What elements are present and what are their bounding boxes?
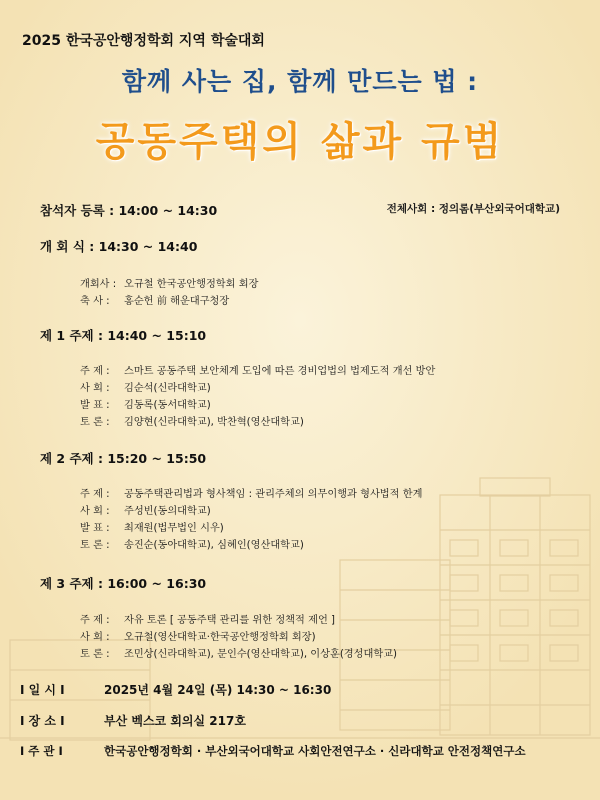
session-detail [80,645,397,660]
conference-name: 2025 한국공안행정학회 지역 학술대회 [22,33,265,49]
detail-key: 토 론 : [80,649,110,660]
detail-value: 스마트 공동주택 보안체계 도입에 따른 경비업법의 법제도적 개선 방안 [124,366,436,377]
footer-organizer [20,743,526,759]
detail-key: 축 사 : [80,296,110,307]
session-time: 14:40 ~ 15:10 [107,328,207,343]
detail-key: 토 론 : [80,417,110,428]
detail-key: 사 회 : [80,383,110,394]
detail-value: 홍순헌 前 해운대구청장 [124,296,230,307]
session-detail [80,611,335,626]
session-detail [80,536,304,551]
detail-key: 발 표 : [80,400,110,411]
detail-value: 오규철(영산대학교·한국공안행정학회 회장) [124,632,316,643]
session-detail [80,519,224,534]
session-detail [80,502,211,517]
session-3-row [40,574,206,592]
footer-venue [20,712,246,729]
session-detail [80,396,211,411]
session-time: 15:20 ~ 15:50 [107,451,207,466]
detail-value: 김양현(신라대학교), 박찬혁(영산대학교) [124,417,304,428]
detail-key: 주 제 : [80,489,110,500]
footer-label: I 주 관 I [20,744,63,758]
detail-key: 발 표 : [80,523,110,534]
detail-key: 주 제 : [80,366,110,377]
session-detail [80,628,316,643]
footer-value: 한국공안행정학회 · 부산외국어대학교 사회안전연구소 · 신라대학교 안전정책연구소 [104,744,526,758]
detail-key: 개회사 : [80,279,117,290]
detail-value: 자유 토론 [ 공동주택 관리를 위한 정책적 제언 ] [124,615,335,626]
footer-label: I 일 시 I [20,683,65,697]
detail-value: 김동록(동서대학교) [124,400,211,411]
detail-value: 김순석(신라대학교) [124,383,211,394]
session-detail [80,379,211,394]
opening-detail [80,275,258,290]
detail-key: 사 회 : [80,506,110,517]
session-detail [80,362,435,377]
session-detail [80,413,304,428]
detail-key: 토 론 : [80,540,110,551]
footer-label: I 장 소 I [20,714,65,728]
title-line-1: 함께 사는 집, 함께 만드는 법 : [121,67,479,96]
opening-time: 14:30 ~ 14:40 [98,239,198,254]
registration-label: 참석자 등록 : [40,203,115,218]
detail-value: 오규철 한국공안행정학회 회장 [124,279,259,290]
detail-value: 최재원(법무법인 시우) [124,523,224,534]
session-2-row [40,449,206,467]
opening-row [40,237,197,255]
session-label: 제 3 주제 : [40,576,103,591]
registration-row [40,201,217,219]
detail-key: 주 제 : [80,615,110,626]
opening-detail [80,292,229,307]
opening-label: 개 회 식 : [40,239,95,254]
session-label: 제 2 주제 : [40,451,103,466]
session-detail [80,485,422,500]
detail-key: 사 회 : [80,632,110,643]
session-label: 제 1 주제 : [40,328,103,343]
title-line-2: 공동주택의 삶과 규범 [95,119,505,165]
registration-time: 14:00 ~ 14:30 [118,203,218,218]
detail-value: 송진순(동아대학교), 심혜인(영산대학교) [124,540,304,551]
overall-moderator: 전체사회 : 정의롬(부산외국어대학교) [386,203,560,215]
footer-value: 2025년 4월 24일 (목) 14:30 ~ 16:30 [104,683,332,697]
footer-date [20,681,331,698]
footer-value: 부산 벡스코 회의실 217호 [104,714,246,728]
detail-value: 공동주택관리법과 형사책임 : 관리주체의 의무이행과 형사법적 한계 [124,489,423,500]
detail-value: 주성빈(동의대학교) [124,506,211,517]
session-time: 16:00 ~ 16:30 [107,576,207,591]
detail-value: 조민상(신라대학교), 문인수(영산대학교), 이상훈(경성대학교) [124,649,397,660]
session-1-row [40,326,206,344]
